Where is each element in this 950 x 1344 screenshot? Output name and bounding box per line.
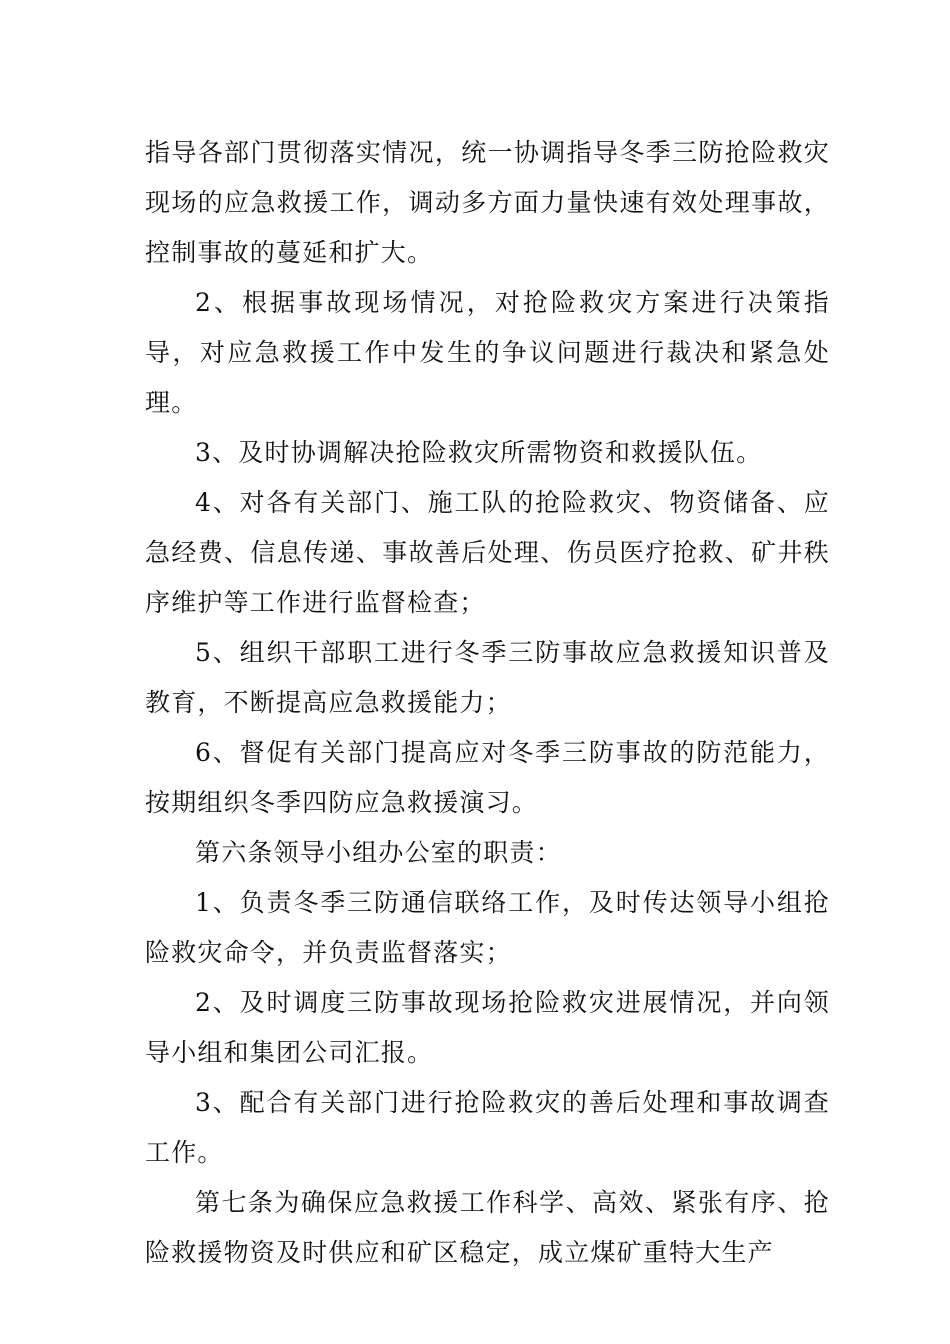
article-6-item-3: 3、配合有关部门进行抢险救灾的善后处理和事故调查工作。 — [145, 1088, 830, 1167]
article-6-item-2: 2、及时调度三防事故现场抢险救灾进展情况，并向领导小组和集团公司汇报。 — [145, 988, 830, 1067]
article-6-item-1: 1、负责冬季三防通信联络工作，及时传达领导小组抢险救灾命令，并负责监督落实； — [145, 888, 830, 967]
paragraph-item-2: 2、根据事故现场情况，对抢险救灾方案进行决策指导，对应急救援工作中发生的争议问题进行裁决和紧急处理。 — [145, 288, 830, 417]
paragraph-item-4: 4、对各有关部门、施工队的抢险救灾、物资储备、应急经费、信息传递、事故善后处理、伤员医疗抢救、矿井秩序维护等工作进行监督检查； — [145, 488, 830, 617]
paragraph-continuation: 指导各部门贯彻落实情况，统一协调指导冬季三防抢险救灾现场的应急救援工作，调动多方面力量快速有效处理事故，控制事故的蔓延和扩大。 — [145, 138, 830, 267]
paragraph-item-5: 5、组织干部职工进行冬季三防事故应急救援知识普及教育，不断提高应急救援能力； — [145, 638, 830, 717]
article-7-paragraph: 第七条为确保应急救援工作科学、高效、紧张有序、抢险救援物资及时供应和矿区稳定，成立煤矿重特大生产 — [145, 1188, 830, 1267]
article-6-heading: 第六条领导小组办公室的职责： — [195, 838, 562, 867]
paragraph-item-6: 6、督促有关部门提高应对冬季三防事故的防范能力，按期组织冬季四防应急救援演习。 — [145, 738, 830, 817]
document-body — [145, 128, 830, 1278]
paragraph-item-3: 3、及时协调解决抢险救灾所需物资和救援队伍。 — [195, 438, 763, 467]
